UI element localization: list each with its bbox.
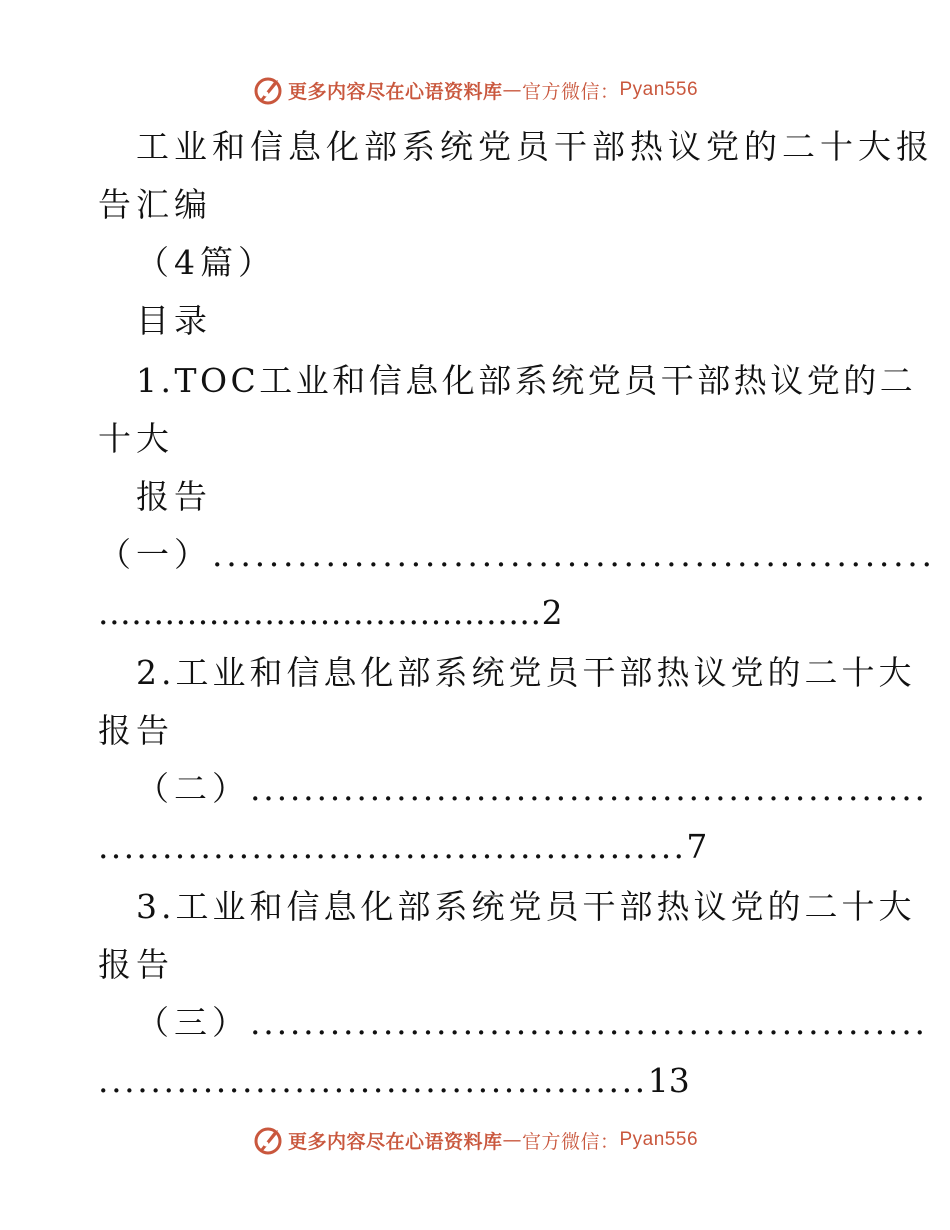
toc-entry-1-suffix: （一） bbox=[98, 535, 212, 574]
toc-entry-3-leader bbox=[136, 998, 928, 1048]
header-watermark-banner bbox=[0, 70, 950, 110]
toc-entry-3-dots-2: .......................................... bbox=[98, 1061, 648, 1100]
banner-site-name: 更多内容尽在心语资料库 bbox=[287, 1130, 503, 1153]
document-count: （4篇） bbox=[136, 243, 276, 282]
toc-entry-1-dots-1: ................................................... bbox=[212, 535, 936, 574]
toc-entry-1-page: 2 bbox=[541, 593, 563, 632]
toc-entry-1-line-3: 报告 bbox=[136, 477, 212, 516]
banner-wechat-label: 官方微信： bbox=[521, 80, 620, 103]
toc-entry-2-line-2: 报告 bbox=[98, 711, 174, 750]
toc-entry-3-line-1: 3.工业和信息化部系统党员干部热议党的二十大 bbox=[136, 887, 916, 926]
toc-entry-1-line-1: 1.TOC工业和信息化部系统党员干部热议党的二 bbox=[136, 361, 917, 400]
toc-entry-2-leader bbox=[136, 764, 928, 814]
toc-entry-2-suffix: （二） bbox=[136, 769, 250, 808]
toc-entry-3-dots-1: ................................................... bbox=[250, 1003, 928, 1042]
toc-entry-1-dots-2: ........................................ bbox=[98, 593, 542, 632]
toc-entry-1-leader-2 bbox=[98, 588, 563, 638]
toc-entry-3-suffix: （三） bbox=[136, 1003, 250, 1042]
toc-entry-1-leader bbox=[98, 530, 936, 580]
toc-entry-2-leader-2 bbox=[98, 822, 707, 872]
banner-dash: — bbox=[502, 1129, 522, 1151]
banner-wechat-label: 官方微信： bbox=[521, 1130, 620, 1153]
document-title-line-2: 告汇编 bbox=[98, 185, 212, 224]
toc-entry-3-page: 13 bbox=[647, 1061, 690, 1100]
banner-wechat-id: Pyan556 bbox=[619, 79, 699, 100]
quill-pen-logo-icon bbox=[252, 1124, 284, 1156]
toc-entry-2-line-1: 2.工业和信息化部系统党员干部热议党的二十大 bbox=[136, 653, 916, 692]
quill-pen-logo-icon bbox=[252, 74, 284, 106]
toc-entry-2-dots-2: .............................................. bbox=[98, 827, 687, 866]
toc-entry-3-line-2: 报告 bbox=[98, 945, 174, 984]
toc-entry-1-line-2: 十大 bbox=[98, 419, 174, 458]
toc-entry-3-leader-2 bbox=[98, 1056, 690, 1106]
banner-wechat-id: Pyan556 bbox=[619, 1129, 699, 1150]
banner-dash: — bbox=[502, 79, 522, 101]
toc-entry-2-page: 7 bbox=[686, 827, 708, 866]
toc-heading: 目录 bbox=[136, 301, 212, 340]
document-title-line-1: 工业和信息化部系统党员干部热议党的二十大报 bbox=[136, 127, 934, 166]
banner-site-name: 更多内容尽在心语资料库 bbox=[287, 80, 503, 103]
footer-watermark-banner bbox=[0, 1120, 950, 1160]
toc-entry-2-dots-1: ................................................... bbox=[250, 769, 928, 808]
